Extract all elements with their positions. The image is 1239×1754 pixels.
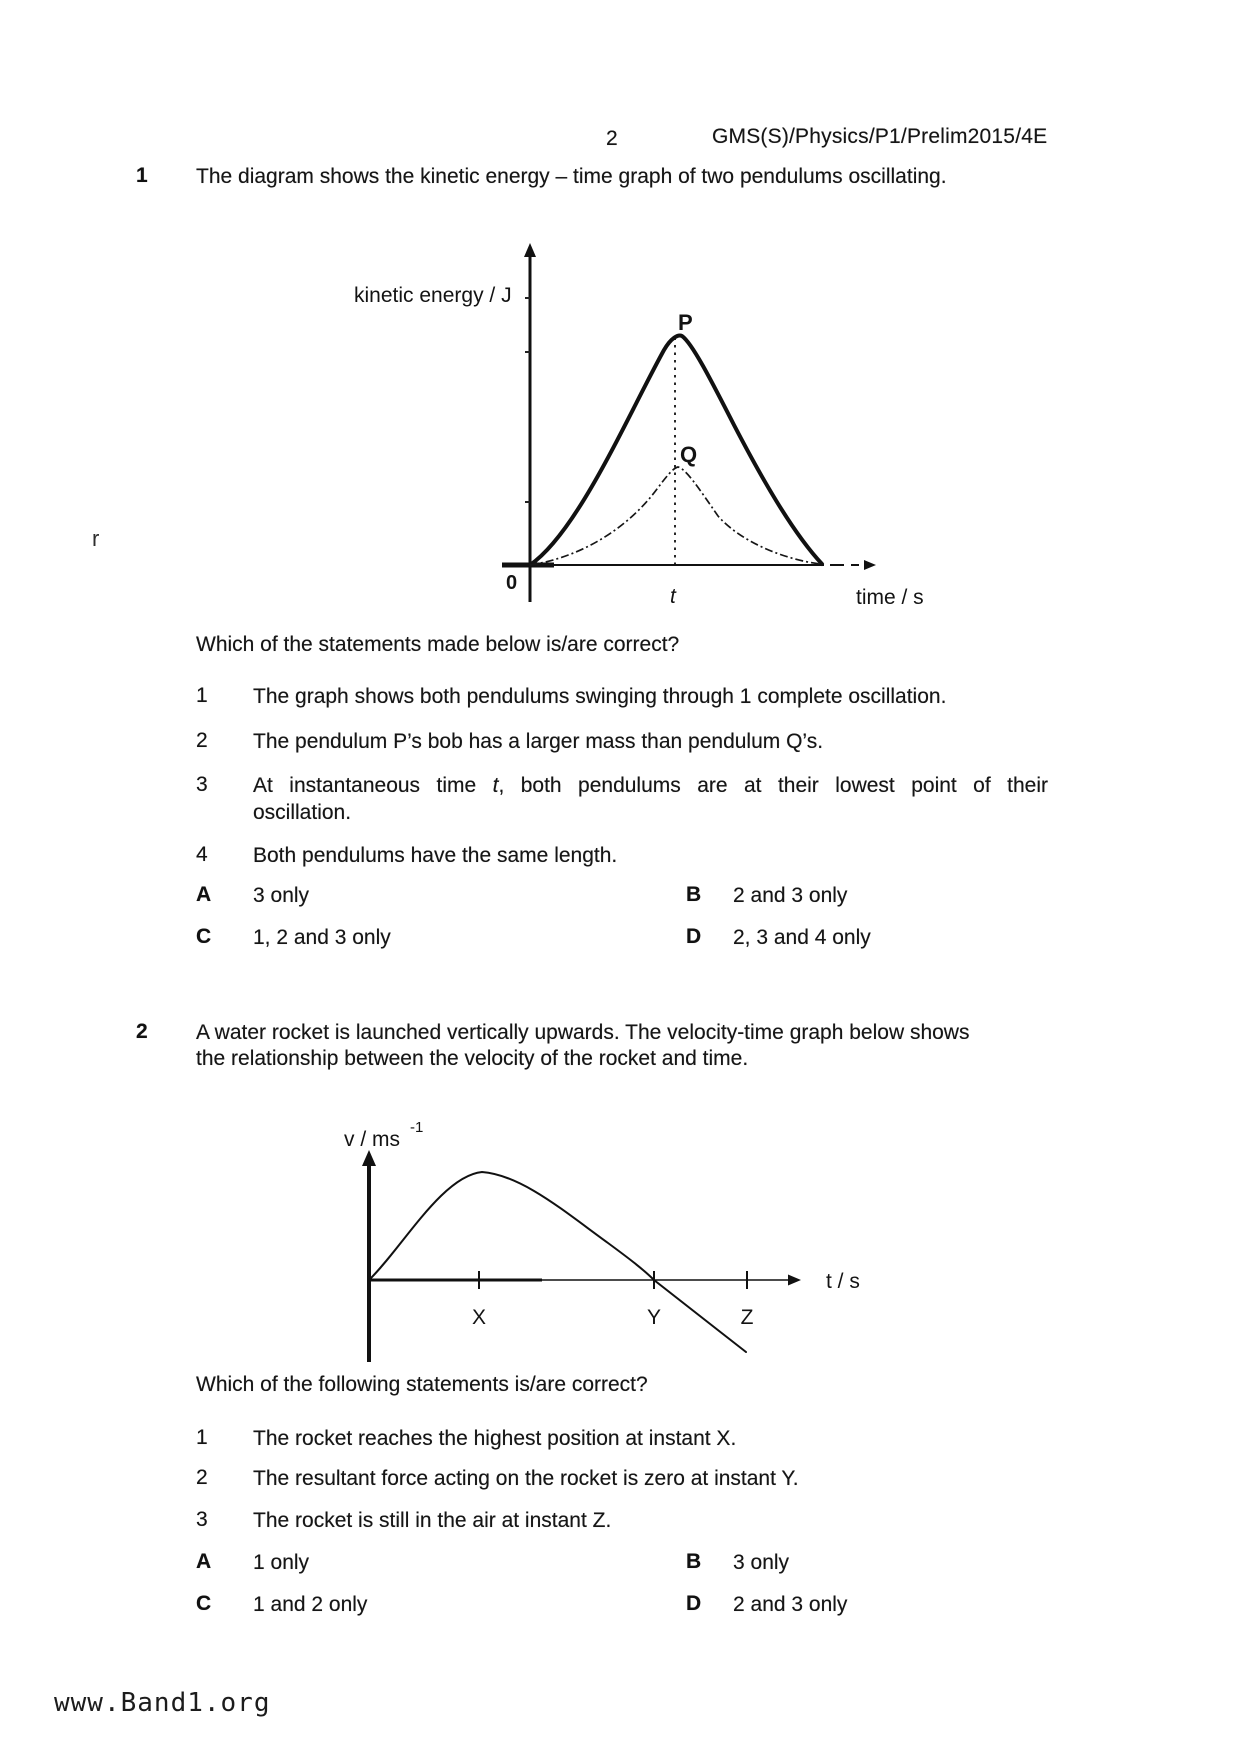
- q2-option-d-letter: D: [686, 1592, 702, 1615]
- q2-option-c-text: 1 and 2 only: [253, 1593, 368, 1616]
- q1-origin-label: 0: [506, 572, 518, 594]
- q1-curve-q-label: Q: [680, 442, 698, 467]
- q2-option-c-letter: C: [196, 1592, 212, 1615]
- scan-artifact: r: [92, 526, 100, 551]
- q1-option-d-text: 2, 3 and 4 only: [733, 926, 871, 949]
- q2-statement-3: The rocket is still in the air at instant Z.: [253, 1509, 612, 1532]
- q1-curve-p-label: P: [678, 310, 693, 335]
- q1-graph: [330, 240, 955, 620]
- q2-option-b-letter: B: [686, 1550, 702, 1573]
- q2-graph-ylabel: v / ms: [344, 1128, 400, 1151]
- q1-option-c-letter: C: [196, 925, 212, 948]
- page-number: 2: [606, 127, 618, 150]
- q1-prompt: Which of the statements made below is/are correct?: [196, 633, 680, 656]
- q2-option-a-text: 1 only: [253, 1551, 310, 1574]
- q2-tick-label-z: Z: [740, 1306, 754, 1329]
- q2-prompt: Which of the following statements is/are correct?: [196, 1373, 648, 1396]
- q2-tick-label-x: X: [471, 1306, 487, 1329]
- q1-statement-1-num: 1: [196, 684, 208, 707]
- q1-graph-xlabel: time / s: [856, 586, 924, 609]
- q1-statement-2-num: 2: [196, 729, 208, 752]
- q2-tick-label-y: Y: [646, 1306, 662, 1329]
- q2-number: 2: [136, 1020, 148, 1043]
- q1-statement-2: The pendulum P’s bob has a larger mass than pendulum Q’s.: [253, 730, 824, 753]
- q2-statement-3-num: 3: [196, 1508, 208, 1531]
- q1-option-a-letter: A: [196, 883, 212, 906]
- q1-y-axis-arrow-icon: [524, 243, 536, 257]
- q2-statement-1-num: 1: [196, 1426, 208, 1449]
- q2-x-axis-arrow-icon: [788, 1275, 801, 1286]
- q1-graph-ylabel: kinetic energy / J: [354, 284, 512, 307]
- q1-statement-3-post: , both pendulums are at their lowest point of their: [498, 774, 1048, 797]
- q2-statement-1: The rocket reaches the highest position at instant X.: [253, 1427, 737, 1450]
- q1-statement-1: The graph shows both pendulums swinging through 1 complete oscillation.: [253, 685, 947, 708]
- q1-statement-3-line1: [253, 773, 1048, 799]
- q1-intro: The diagram shows the kinetic energy – time graph of two pendulums oscillating.: [196, 165, 947, 188]
- q1-statement-4: Both pendulums have the same length.: [253, 844, 618, 867]
- q1-statement-3-italic-t: t: [492, 774, 499, 797]
- q1-statement-3-pre: At instantaneous time: [253, 774, 493, 797]
- q1-statement-3-num: 3: [196, 773, 208, 796]
- doc-code: GMS(S)/Physics/P1/Prelim2015/4E: [712, 125, 1048, 148]
- q2-option-d-text: 2 and 3 only: [733, 1593, 848, 1616]
- q2-option-b-text: 3 only: [733, 1551, 790, 1574]
- q2-statement-2-num: 2: [196, 1466, 208, 1489]
- q2-graph-xlabel: t / s: [826, 1270, 860, 1293]
- q1-option-a-text: 3 only: [253, 884, 310, 907]
- q2-statement-2: The resultant force acting on the rocket is zero at instant Y.: [253, 1467, 799, 1490]
- q1-option-b-text: 2 and 3 only: [733, 884, 848, 907]
- watermark-url: www.Band1.org: [54, 1688, 271, 1718]
- q1-curve-p: [530, 336, 822, 565]
- q1-number: 1: [136, 164, 148, 187]
- q2-intro-line1: A water rocket is launched vertically upwards. The velocity-time graph below shows: [196, 1021, 970, 1044]
- q1-statement-4-num: 4: [196, 843, 208, 866]
- q1-option-c-text: 1, 2 and 3 only: [253, 926, 391, 949]
- q1-option-d-letter: D: [686, 925, 702, 948]
- q2-graph: [330, 1100, 905, 1375]
- q2-graph-ylabel-superscript: -1: [410, 1119, 424, 1136]
- q1-t-label: t: [670, 585, 676, 608]
- q1-x-axis-arrow-icon: [864, 560, 876, 570]
- q2-velocity-curve: [369, 1172, 746, 1352]
- q1-statement-3-line2: oscillation.: [253, 801, 352, 824]
- q2-y-axis-arrow-icon: [362, 1150, 376, 1166]
- q2-option-a-letter: A: [196, 1550, 212, 1573]
- q1-option-b-letter: B: [686, 883, 702, 906]
- q2-intro-line2: the relationship between the velocity of the rocket and time.: [196, 1047, 749, 1070]
